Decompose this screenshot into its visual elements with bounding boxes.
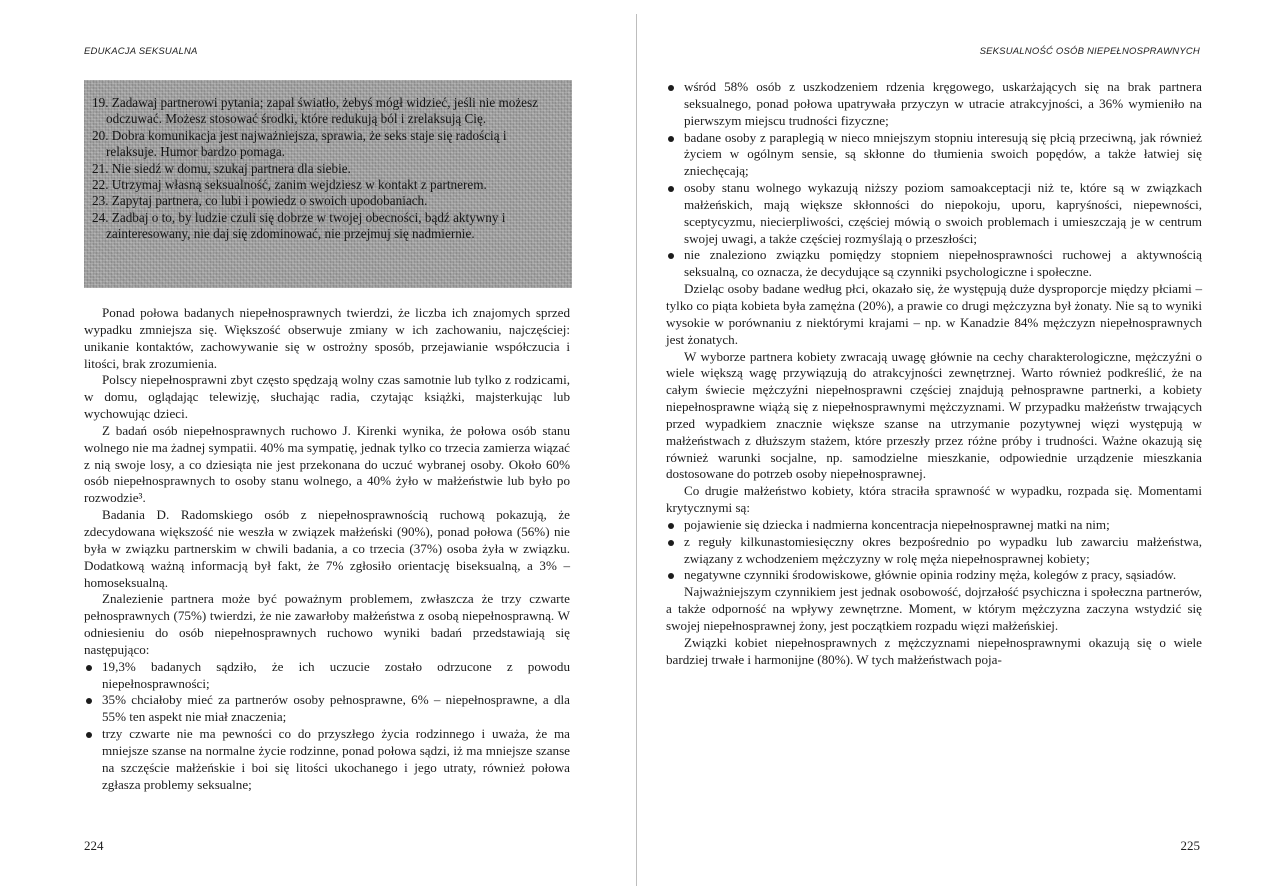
tip-item: 23. Zapytaj partnera, co lubi i powiedz o swoich upodobaniach. [92, 193, 428, 209]
bullet-list [666, 517, 1202, 584]
bullet-item: negatywne czynniki środowiskowe, głównie opinia rodziny męża, kolegów z pracy, sąsiadów. [666, 567, 1202, 584]
left-page [0, 0, 630, 894]
paragraph: Ponad połowa badanych niepełnosprawnych twierdzi, że liczba ich znajomych sprzed wypadku zmniejsza się. Większość obserwuje zmiany w ich zachowaniu, najczęściej: unikanie kontaktów, zachowywanie się w ostrożny sposób, przejawianie współczucia i litości, brak zrozumienia. [84, 305, 570, 371]
running-header: SEKSUALNOŚĆ OSÓB NIEPEŁNOSPRAWNYCH [979, 46, 1200, 57]
body-text [84, 305, 570, 793]
page-number: 225 [1180, 838, 1200, 853]
bullet-item: wśród 58% osób z uszkodzeniem rdzenia kręgowego, uskarżających się na brak partnera seksualnego, ponad połowa upatrywała przyczyn w utracie atrakcyjności, a 36% wymieniło na pierwszym miejscu trudności fizyczne; [666, 79, 1202, 130]
bullet-list [84, 659, 570, 794]
bullet-item: nie znaleziono związku pomiędzy stopniem niepełnosprawności ruchowej a aktywnością seksualną, co oznacza, że decydujące są czynniki psychologiczne i społeczne. [666, 247, 1202, 281]
paragraph: Badania D. Radomskiego osób z niepełnosprawnością ruchową pokazują, że zdecydowana większość nie weszła w związek małżeński (90%), ponad połowa (56%) nie była w związku partnerskim w chwili badania, a co trzecia (37%) osoba żyła w związku. Dodatkową ważną informacją był fakt, że 7% zgłosiło orientację biseksualną, a 3% – homoseksualną. [84, 507, 570, 590]
paragraph: Z badań osób niepełnosprawnych ruchowo J. Kirenki wynika, że połowa osób stanu wolnego nie ma żadnej sympatii. 40% ma sympatię, jednak tylko co trzecia zamierza wiązać z nią swoje losy, a co dziesiąta nie jest przekonana do uczuć wybranej osoby. Około 60% osób niepełnosprawnych to osoby stanu wolnego, a 40% żyło w małżeństwie lub było po rozwodzie³. [84, 422, 570, 506]
tip-item: 19. Zadawaj partnerowi pytania; zapal światło, żebyś mógł widzieć, jeśli nie możesz odczuwać. Możesz stosować środki, które redukują ból i zrelaksują Cię. [92, 95, 539, 127]
tips-list [84, 80, 572, 243]
bullet-item: z reguły kilkunastomiesięczny okres bezpośrednio po wypadku lub zawarciu małżeństwa, związany z wchodzeniem mężczyzny w rolę męża niepełnosprawnej kobiety; [666, 534, 1202, 568]
bullet-item: badane osoby z paraplegią w nieco mniejszym stopniu interesują się płcią przeciwną, jak również życiem w ogólnym sensie, są skłonne do tłumienia swoich popędów, a także łatwiej się zniechęcają; [666, 130, 1202, 181]
paragraph: Najważniejszym czynnikiem jest jednak osobowość, dojrzałość psychiczna i społeczna partnerów, a także odporność na wpływy zewnętrzne. Moment, w którym mężczyzna zaczyna wstydzić się swojej niepełnosprawnej żony, jest początkiem rozpadu więzi małżeńskiej. [666, 584, 1202, 633]
paragraph: Znalezienie partnera może być poważnym problemem, zwłaszcza że trzy czwarte pełnosprawnych (75%) twierdzi, że nie zawarłoby małżeństwa z osobą niepełnosprawną. W odniesieniu do osób niepełnosprawnych ruchowo wyniki badań przedstawiają się następująco: [84, 591, 570, 657]
bullet-item: trzy czwarte nie ma pewności co do przyszłego życia rodzinnego i uważa, że ma mniejsze szanse na normalne życie rodzinne, ponad połowa sądzi, iż ma mniejsze szanse na szczęście małżeńskie i boi się litości ukochanego i jego utraty, również połowa zgłasza problemy seksualne; [84, 726, 570, 793]
page-number: 224 [84, 838, 104, 853]
paragraph: Polscy niepełnosprawni zbyt często spędzają wolny czas samotnie lub tylko z rodzicami, w domu, oglądając telewizję, słuchając radia, czytając książki, majsterkując lub wychowując dzieci. [84, 372, 570, 422]
tip-item: 21. Nie siedź w domu, szukaj partnera dla siebie. [92, 160, 351, 176]
bullet-item: pojawienie się dziecka i nadmierna koncentracja niepełnosprawnej matki na nim; [666, 517, 1202, 534]
bullet-list [666, 79, 1202, 281]
tip-item: 24. Zadbaj o to, by ludzie czuli się dobrze w twojej obecności, bądź aktywny i zainteresowany, nie daj się zdominować, nie przejmuj się nadmiernie. [92, 209, 506, 242]
paragraph: W wyborze partnera kobiety zwracają uwagę głównie na cechy charakterologiczne, mężczyźni o wiele większą wagę przywiązują do atrakcyjności zewnętrznej. Warto również podkreślić, że na całym świecie mężczyźni niepełnosprawni częściej znajdują pełnosprawne partnerki, a kobiety niepełnosprawne wiążą się z niepełnosprawnymi mężczyznami. W przypadku małżeństw trwających przed wypadkiem znacznie większe szanse na utrzymanie pozytywnej więzi występują w małżeństwach z dłuższym stażem, które przeszły przez różne próby i trudności. Ważne okazują się również warunki socjalne, np. samodzielne mieszkanie, odpowiednie urządzenie mieszkania dostosowane do potrzeb osoby niepełnosprawnej. [666, 348, 1202, 482]
paragraph: Dzieląc osoby badane według płci, okazało się, że występują duże dysproporcje między płciami – tylko co piąta kobieta była zamężna (20%), a prawie co drugi mężczyzna był żonaty. Nie są to wyniki wysokie w porównaniu z niektórymi krajami – np. w Kanadzie 84% mężczyzn niepełnosprawnych jest żonatych. [666, 281, 1202, 347]
bullet-item: 35% chciałoby mieć za partnerów osoby pełnosprawne, 6% – niepełnosprawne, a dla 55% ten aspekt nie miał znaczenia; [84, 692, 570, 726]
paragraph: Związki kobiet niepełnosprawnych z mężczyznami niepełnosprawnymi okazują się o wiele bardziej trwałe i harmonijne (80%). W tych małżeństwach poja- [666, 634, 1202, 667]
tips-box [84, 80, 572, 288]
tip-item: 22. Utrzymaj własną seksualność, zanim wejdziesz w kontakt z partnerem. [92, 177, 487, 193]
right-page [632, 0, 1262, 894]
body-text [666, 79, 1202, 669]
paragraph: Co drugie małżeństwo kobiety, która straciła sprawność w wypadku, rozpada się. Momentami krytycznymi są: [666, 483, 1202, 516]
running-header: EDUKACJA SEKSUALNA [84, 46, 198, 57]
bullet-item: 19,3% badanych sądziło, że ich uczucie zostało odrzucone z powodu niepełnosprawności; [84, 659, 570, 693]
bullet-item: osoby stanu wolnego wykazują niższy poziom samoakceptacji niż te, które są w związkach małżeńskich, mają większe skłonności do niepokoju, uporu, kapryśności, niepewności, sceptycyzmu, niecierpliwości, częściej mówią o swoich problemach i umieszczają je w centrum swojej uwagi, a także częściej rozmyślają o przeszłości; [666, 180, 1202, 247]
tip-item: 20. Dobra komunikacja jest najważniejsza, sprawia, że seks staje się radością i relaksuje. Humor bardzo pomaga. [92, 127, 507, 160]
